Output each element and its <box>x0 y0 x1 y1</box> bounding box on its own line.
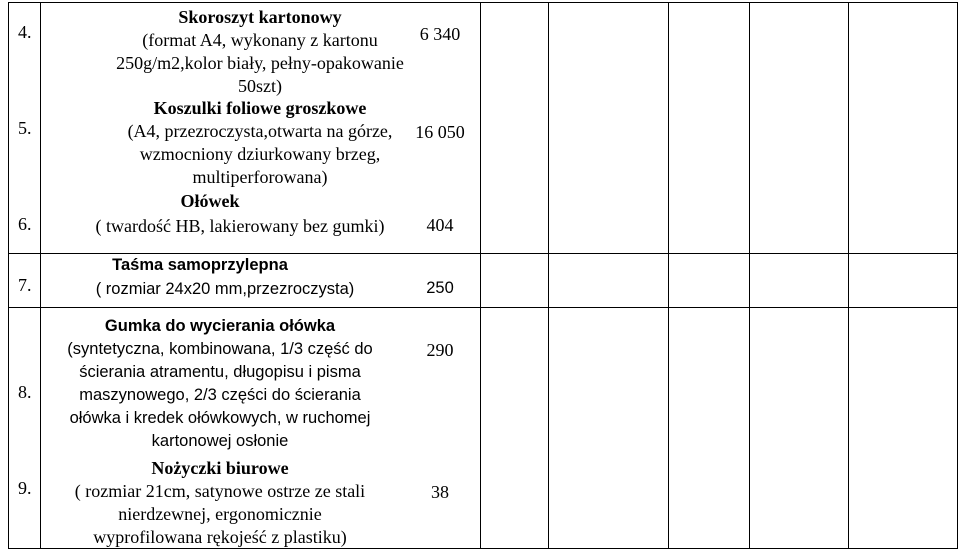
column-border <box>480 2 481 549</box>
item-quantity: 16 050 <box>415 122 465 142</box>
row-number: 4. <box>18 22 32 42</box>
row-number: 6. <box>18 214 32 234</box>
row-number: 8. <box>18 382 32 402</box>
item-spec-line: (A4, przezroczysta,otwarta na górze, <box>127 121 393 141</box>
item-spec-line: ścierania atramentu, długopisu i pisma <box>79 363 361 381</box>
item-spec <box>40 215 440 238</box>
row-number: 7. <box>18 275 32 295</box>
item-spec-line: kartonowej osłonie <box>151 432 289 450</box>
item-description <box>60 254 340 277</box>
item-description <box>40 457 400 549</box>
column-border <box>749 2 750 549</box>
item-quantity: 404 <box>426 215 454 235</box>
item-name: Nożyczki biurowe <box>151 458 289 478</box>
table-top-border <box>8 2 958 3</box>
item-spec-line: wzmocniony dziurkowany brzeg, <box>139 144 381 164</box>
item-description <box>40 97 480 189</box>
item-spec-line: nierdzewnej, ergonomicznie <box>118 504 322 524</box>
item-spec-line: ( rozmiar 21cm, satynowe ostrze ze stali <box>74 481 366 501</box>
column-border <box>668 2 669 549</box>
row-number: 9. <box>18 478 32 498</box>
item-quantity: 250 <box>426 279 454 297</box>
column-border <box>957 2 958 549</box>
item-name: Gumka do wycierania ołówka <box>104 317 336 335</box>
column-border <box>848 2 849 549</box>
item-name: Ołówek <box>180 191 240 211</box>
item-name: Koszulki foliowe groszkowe <box>153 98 367 118</box>
item-description <box>40 6 480 98</box>
item-spec-line: ołówka i kredek ołówkowych, w ruchomej <box>69 409 371 427</box>
item-spec-line: 50szt) <box>238 76 282 96</box>
item-spec-line: maszynowego, 2/3 części do ścierania <box>79 386 361 404</box>
item-description <box>40 315 400 453</box>
item-spec-line: multiperforowana) <box>192 167 328 187</box>
item-spec-line: ( rozmiar 24x20 mm,przezroczysta) <box>95 280 355 298</box>
item-quantity: 290 <box>426 340 454 360</box>
item-spec-line: wyprofilowana rękojeść z plastiku) <box>93 527 347 547</box>
row-number: 5. <box>18 118 32 138</box>
row-divider <box>8 307 958 308</box>
item-description <box>60 190 360 213</box>
item-spec-line: (format A4, wykonany z kartonu <box>142 30 378 50</box>
item-name: Skoroszyt kartonowy <box>178 7 342 27</box>
item-spec-line: 250g/m2,kolor biały, pełny-opakowanie <box>116 53 404 73</box>
item-spec <box>40 278 410 301</box>
column-border <box>548 2 549 549</box>
item-quantity: 6 340 <box>419 24 461 44</box>
item-quantity: 38 <box>431 482 449 502</box>
item-spec-line: (syntetyczna, kombinowana, 1/3 część do <box>67 340 373 358</box>
item-name: Taśma samoprzylepna <box>112 256 288 274</box>
item-spec-line: ( twardość HB, lakierowany bez gumki) <box>95 216 385 236</box>
